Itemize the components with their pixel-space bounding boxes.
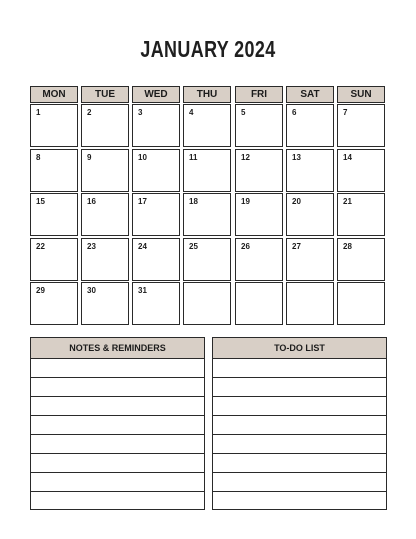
day-cell [30,104,78,147]
day-cell [183,193,231,236]
day-cell [235,282,283,325]
notes-line [31,434,204,435]
day-number: 10 [138,153,147,162]
day-number: 19 [241,197,250,206]
day-cell [132,193,180,236]
day-number: 1 [36,108,41,117]
todo-line [213,415,386,416]
day-cell [81,193,129,236]
day-number: 23 [87,242,96,251]
day-number: 4 [189,108,194,117]
day-cell [235,104,283,147]
todo-title: TO-DO LIST [213,338,386,359]
day-cell [81,238,129,281]
weekday-sun: SUN [337,86,385,103]
day-cell [132,238,180,281]
day-cell [286,193,334,236]
day-number: 17 [138,197,147,206]
todo-panel [212,337,387,510]
day-cell [235,193,283,236]
day-number: 11 [189,153,198,162]
day-cell [132,149,180,192]
weekday-wed: WED [132,86,180,103]
day-cell [183,149,231,192]
weekday-mon: MON [30,86,78,103]
day-number: 21 [343,197,352,206]
weekday-thu: THU [183,86,231,103]
day-cell [286,104,334,147]
day-number: 6 [292,108,297,117]
day-cell [30,193,78,236]
day-number: 29 [36,286,45,295]
day-cell [337,282,385,325]
day-cell [132,104,180,147]
day-number: 31 [138,286,147,295]
notes-line [31,396,204,397]
day-number: 8 [36,153,41,162]
day-cell [183,104,231,147]
notes-line [31,491,204,492]
todo-line [213,377,386,378]
day-number: 18 [189,197,198,206]
day-cell [286,238,334,281]
day-number: 14 [343,153,352,162]
todo-line [213,491,386,492]
day-number: 27 [292,242,301,251]
day-cell [81,282,129,325]
day-number: 20 [292,197,301,206]
day-number: 7 [343,108,348,117]
page-title: JANUARY 2024 [140,36,276,62]
day-number: 25 [189,242,198,251]
day-number: 13 [292,153,301,162]
notes-line [31,415,204,416]
day-cell [235,149,283,192]
day-number: 2 [87,108,92,117]
day-cell [235,238,283,281]
weekday-fri: FRI [235,86,283,103]
todo-line [213,434,386,435]
day-cell [337,104,385,147]
day-cell [30,149,78,192]
todo-line [213,453,386,454]
day-number: 5 [241,108,246,117]
day-cell [81,104,129,147]
day-cell [132,282,180,325]
day-number: 22 [36,242,45,251]
day-number: 30 [87,286,96,295]
day-cell [337,193,385,236]
day-cell [183,238,231,281]
todo-line [213,396,386,397]
weekday-sat: SAT [286,86,334,103]
notes-panel [30,337,205,510]
day-cell [30,238,78,281]
day-cell [286,149,334,192]
day-cell [337,238,385,281]
day-cell [81,149,129,192]
day-number: 12 [241,153,250,162]
day-cell [30,282,78,325]
day-number: 24 [138,242,147,251]
day-number: 3 [138,108,143,117]
day-cell [286,282,334,325]
day-number: 28 [343,242,352,251]
notes-line [31,377,204,378]
day-number: 9 [87,153,92,162]
weekday-tue: TUE [81,86,129,103]
notes-title: NOTES & REMINDERS [31,338,204,359]
todo-line [213,472,386,473]
notes-line [31,453,204,454]
day-number: 16 [87,197,96,206]
day-number: 15 [36,197,45,206]
day-cell [337,149,385,192]
notes-line [31,472,204,473]
day-number: 26 [241,242,250,251]
day-cell [183,282,231,325]
